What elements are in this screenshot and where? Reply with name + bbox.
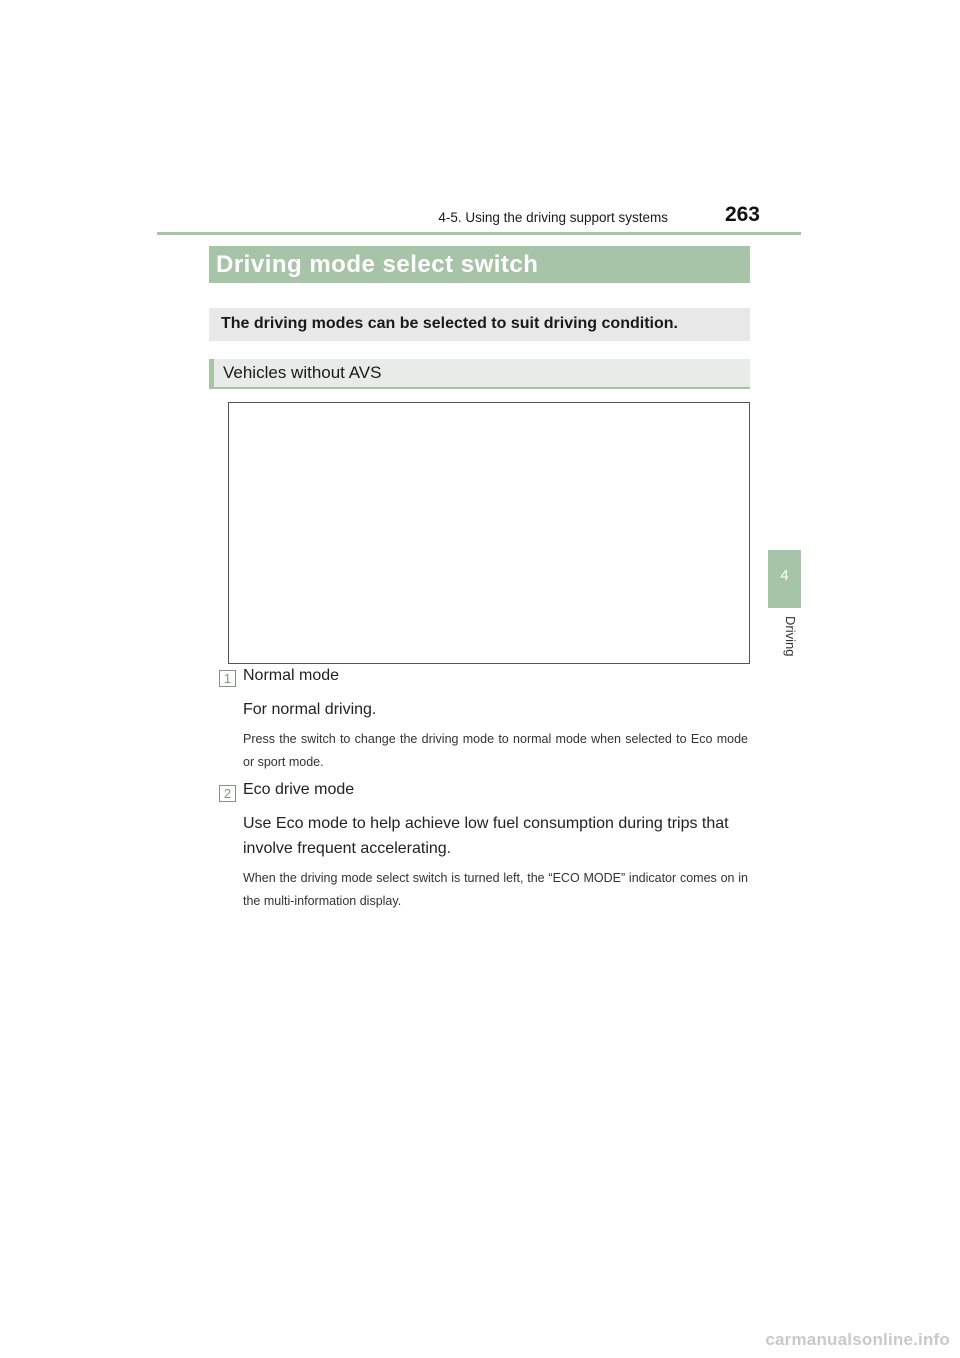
subsection-heading: Vehicles without AVS <box>209 359 750 389</box>
chapter-tab: 4 <box>768 550 801 608</box>
item-description-normal-mode: For normal driving. <box>243 701 377 718</box>
item-note-normal-mode: Press the switch to change the driving mode to normal mode when selected to Eco mode or sport mode. <box>243 732 748 769</box>
item-marker-1: 1 <box>219 670 236 687</box>
item-marker-2: 2 <box>219 785 236 802</box>
site-watermark: carmanualsonline.info <box>765 1330 950 1349</box>
chapter-header-title: 4-5. Using the driving support systems <box>438 210 668 225</box>
section-title: Driving mode select switch <box>209 246 750 283</box>
page-number: 263 <box>724 203 760 226</box>
header-divider <box>157 232 801 235</box>
chapter-tab-label: Driving <box>783 616 798 657</box>
item-description-eco-mode: Use Eco mode to help achieve low fuel consumption during trips that involve frequent accelerating. <box>243 815 729 857</box>
item-note-eco-mode: When the driving mode select switch is turned left, the “ECO MODE” indicator comes on in the multi-information display. <box>243 871 748 908</box>
item-title-normal-mode: Normal mode <box>243 667 340 684</box>
item-title-eco-mode: Eco drive mode <box>243 781 355 798</box>
section-intro: The driving modes can be selected to suit driving condition. <box>209 308 750 341</box>
illustration-frame <box>228 402 750 664</box>
